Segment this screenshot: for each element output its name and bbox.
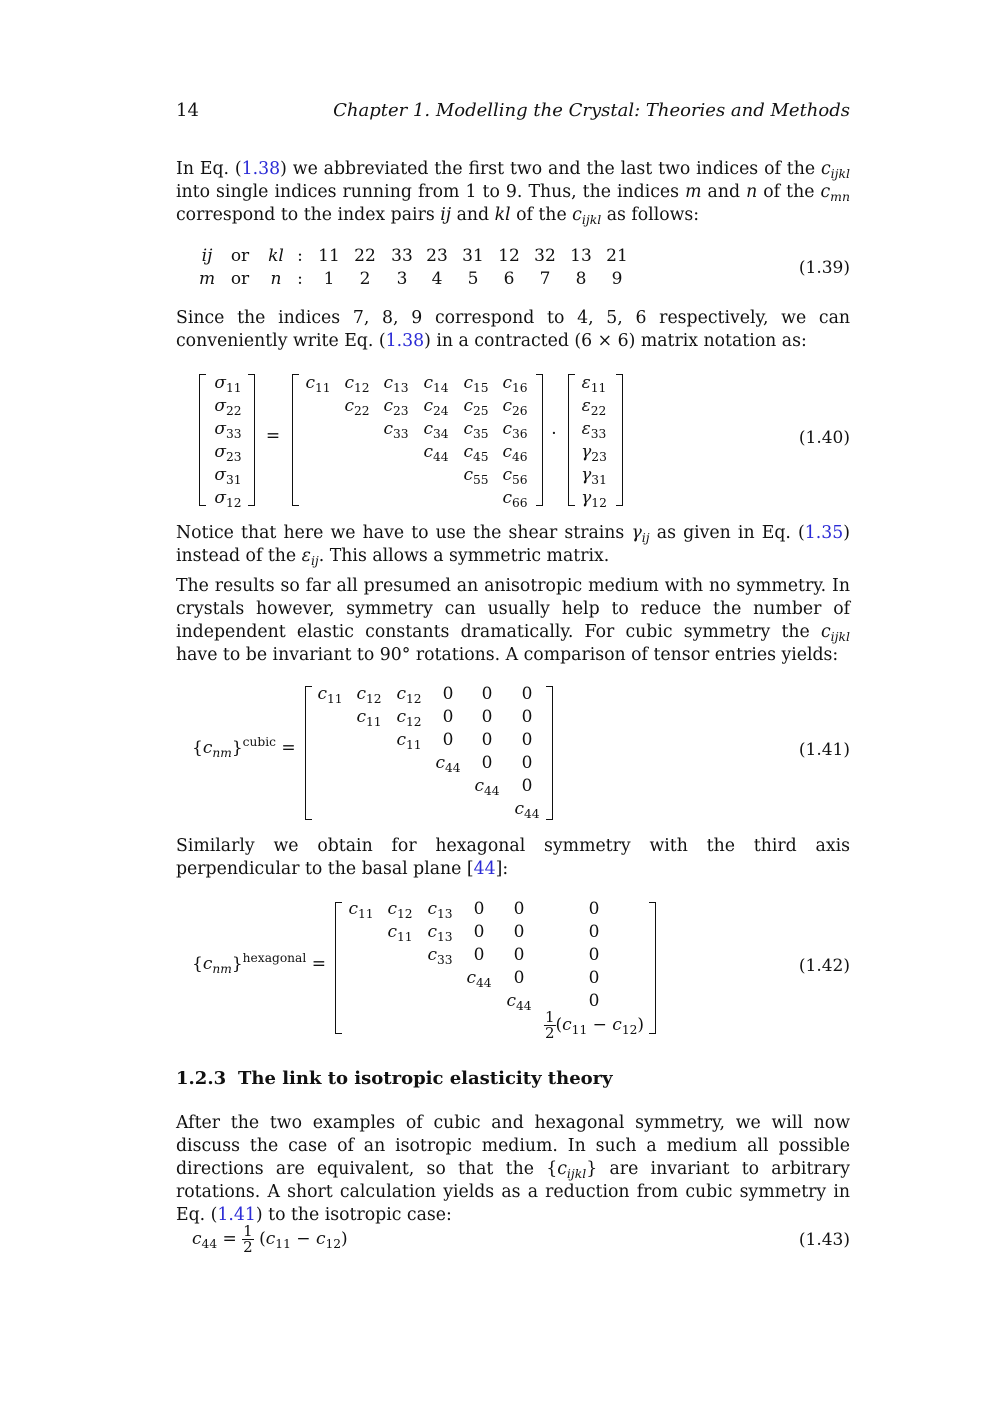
page-header (176, 100, 850, 124)
citation-44[interactable]: 44 (473, 859, 496, 879)
paragraph-index-abbreviation: In Eq. (1.38) we abbreviated the first two and the last two indices of the $c_{ijkl}$ into single indices running from 1 to 9. Thus, the indices m and n of the $c_{mn}$ correspond to the index pairs ij and kl of the $c_{ijkl}$ as follows: (176, 159, 850, 228)
eq-ref-1-38[interactable]: 1.38 (385, 331, 425, 351)
stiffness-entry: $c_{45}$ (463, 442, 489, 465)
strain-entry: $\gamma_{12}$ (581, 488, 607, 511)
cubic-matrix-entry: $c_{12}$ (396, 684, 422, 707)
cubic-matrix-entry: 0 (442, 684, 454, 704)
cubic-matrix-entry: $c_{11}$ (396, 730, 422, 753)
strain-entry: $\varepsilon_{33}$ (581, 419, 607, 442)
index-pair: 22 (354, 246, 376, 266)
stress-entry: $\sigma_{22}$ (214, 396, 242, 419)
paragraph-isotropic: After the two examples of cubic and hexagonal symmetry, we will now discuss the case of an isotropic medium. In such a medium all possible directions are equivalent, so that the $\{c_{ijkl}\}$ are invariant to arbitrary rotations. A short calculation yields as a reduction from cubic symmetry in Eq. (1.41) to the isotropic case: (176, 1113, 850, 1225)
stress-entry: $\sigma_{12}$ (214, 488, 242, 511)
stiffness-entry: $c_{26}$ (502, 396, 528, 419)
stress-entry: $\sigma_{31}$ (214, 465, 242, 488)
index-pair: ij (201, 246, 213, 266)
eq-ref-1-38[interactable]: 1.38 (241, 159, 281, 179)
hexagonal-matrix-entry: $c_{44}$ (506, 991, 532, 1014)
strain-entry: $\gamma_{23}$ (581, 442, 607, 465)
cubic-matrix-entry: 0 (442, 707, 454, 727)
stiffness-entry: $c_{16}$ (502, 373, 528, 396)
hexagonal-matrix-entry: 0 (588, 899, 600, 919)
index-pair: 13 (570, 246, 592, 266)
hexagonal-matrix-entry: 0 (588, 945, 600, 965)
stiffness-entry: $c_{55}$ (463, 465, 489, 488)
hexagonal-matrix-entry: 0 (473, 922, 485, 942)
equation-number: (1.42) (798, 956, 850, 976)
stiffness-entry: $c_{14}$ (423, 373, 449, 396)
paragraph-hexagonal: Similarly we obtain for hexagonal symmetry with the third axis perpendicular to the basal plane [44]: (176, 836, 850, 879)
hexagonal-matrix-entry: 0 (513, 945, 525, 965)
cubic-matrix-entry: $c_{44}$ (514, 799, 540, 822)
stiffness-entry: $c_{25}$ (463, 396, 489, 419)
page-number: 14 (176, 100, 199, 121)
single-index: 7 (539, 269, 551, 289)
stress-entry: $\sigma_{33}$ (214, 419, 242, 442)
index-pair: kl (268, 246, 284, 266)
cubic-matrix-entry: 0 (521, 707, 533, 727)
section-heading (176, 1068, 613, 1089)
eq-ref-1-35[interactable]: 1.35 (804, 523, 844, 543)
hexagonal-matrix-entry: $c_{13}$ (427, 922, 453, 945)
single-index: : (297, 269, 303, 289)
hexagonal-matrix-entry: 0 (513, 922, 525, 942)
stiffness-entry: $c_{13}$ (383, 373, 409, 396)
index-pair: 32 (534, 246, 556, 266)
cubic-matrix-entry: 0 (442, 730, 454, 750)
stiffness-entry: $c_{24}$ (423, 396, 449, 419)
isotropic-relation: $c_{44}$ = $\frac{1}{2}$ $(c_{11} - c_{12})$ (192, 1222, 348, 1256)
index-pair: 11 (318, 246, 340, 266)
cubic-matrix-entry: $c_{12}$ (356, 684, 382, 707)
hexagonal-lhs: $\{c_{nm}\}^{hexagonal}$ = (192, 951, 326, 977)
index-pair: 33 (391, 246, 413, 266)
strain-entry: $\gamma_{31}$ (581, 465, 607, 488)
hexagonal-matrix-entry: 0 (473, 899, 485, 919)
section-number: 1.2.3 (176, 1068, 227, 1089)
section-title: The link to isotropic elasticity theory (238, 1068, 613, 1089)
equation-number: (1.40) (798, 428, 850, 448)
cubic-matrix-entry: 0 (481, 707, 493, 727)
index-pair: 12 (498, 246, 520, 266)
right-bracket (536, 374, 543, 506)
single-index: 6 (503, 269, 515, 289)
stiffness-entry: $c_{15}$ (463, 373, 489, 396)
right-bracket (546, 686, 553, 820)
single-index: 3 (396, 269, 408, 289)
hexagonal-matrix-entry: 0 (513, 968, 525, 988)
hexagonal-matrix-entry: $c_{12}$ (387, 899, 413, 922)
hexagonal-matrix-entry: 0 (588, 922, 600, 942)
right-bracket (248, 374, 255, 506)
eq-ref-1-41[interactable]: 1.41 (217, 1205, 256, 1225)
single-index: 1 (323, 269, 335, 289)
single-index: 4 (431, 269, 443, 289)
equation-number: (1.41) (798, 740, 850, 760)
hexagonal-matrix-entry: $c_{33}$ (427, 945, 453, 968)
hexagonal-matrix-entry: 0 (513, 899, 525, 919)
cubic-lhs: $\{c_{nm}\}^{cubic}$ = (192, 735, 296, 761)
cubic-matrix-entry: 0 (521, 684, 533, 704)
stiffness-entry: $c_{46}$ (502, 442, 528, 465)
left-bracket (305, 686, 312, 820)
stiffness-entry: $c_{33}$ (383, 419, 409, 442)
equation-number: (1.39) (798, 258, 850, 278)
index-pair: 23 (426, 246, 448, 266)
paragraph-symmetry: The results so far all presumed an anisotropic medium with no symmetry. In crystals however, symmetry can usually help to reduce the number of independent elastic constants dramatically. For cubic symmetry the $c_{ijkl}$ have to be invariant to 90° rotations. A comparison of tensor entries yields: (176, 576, 850, 665)
cubic-matrix-entry: $c_{12}$ (396, 707, 422, 730)
hexagonal-matrix-entry: 0 (588, 991, 600, 1011)
left-bracket (199, 374, 206, 506)
hexagonal-matrix-entry: $c_{44}$ (466, 968, 492, 991)
right-bracket (649, 902, 656, 1034)
stiffness-entry: $c_{11}$ (305, 373, 331, 396)
stiffness-entry: $c_{66}$ (502, 488, 528, 511)
single-index: 5 (467, 269, 479, 289)
cubic-matrix-entry: 0 (481, 730, 493, 750)
single-index: 8 (575, 269, 587, 289)
chapter-title: Chapter 1. Modelling the Crystal: Theories and Methods (333, 100, 850, 121)
single-index: 2 (359, 269, 371, 289)
hexagonal-matrix-entry: 0 (473, 945, 485, 965)
cubic-matrix-entry: 0 (481, 753, 493, 773)
single-index: m (198, 269, 216, 289)
index-pair: or (230, 246, 250, 266)
cubic-matrix-entry: $c_{11}$ (317, 684, 343, 707)
dot-operator: · (551, 424, 557, 444)
cubic-matrix-entry: 0 (521, 730, 533, 750)
strain-entry: $\varepsilon_{11}$ (581, 373, 607, 396)
single-index: 9 (611, 269, 623, 289)
cubic-matrix-entry: $c_{44}$ (474, 776, 500, 799)
stiffness-entry: $c_{22}$ (344, 396, 370, 419)
stiffness-entry: $c_{34}$ (423, 419, 449, 442)
index-pair: : (297, 246, 303, 266)
stiffness-entry: $c_{36}$ (502, 419, 528, 442)
hexagonal-matrix-entry: $c_{11}$ (387, 922, 413, 945)
left-bracket (335, 902, 342, 1034)
single-index: n (270, 269, 282, 289)
hexagonal-matrix-entry: $c_{13}$ (427, 899, 453, 922)
hexagonal-matrix-entry: 0 (588, 968, 600, 988)
equation-number: (1.43) (798, 1230, 850, 1250)
index-pair: 31 (462, 246, 484, 266)
stress-entry: $\sigma_{11}$ (214, 373, 242, 396)
cubic-matrix-entry: $c_{11}$ (356, 707, 382, 730)
hexagonal-matrix-entry: $\frac{1}{2}$ $(c_{11} - c_{12})$ (544, 1008, 645, 1042)
stiffness-entry: $c_{23}$ (383, 396, 409, 419)
stiffness-entry: $c_{56}$ (502, 465, 528, 488)
strain-entry: $\varepsilon_{22}$ (581, 396, 607, 419)
left-bracket (568, 374, 575, 506)
paragraph-contracted-notation: Since the indices 7, 8, 9 correspond to 4, 5, 6 respectively, we can conveniently write Eq. (1.38) in a contracted (6 × 6) matrix notation as: (176, 308, 850, 351)
paragraph-shear-strains: Notice that here we have to use the shear strains $\gamma_{ij}$ as given in Eq. (1.35) instead of the $\varepsilon_{ij}$. This allows a symmetric matrix. (176, 523, 850, 569)
stiffness-entry: $c_{35}$ (463, 419, 489, 442)
cubic-matrix-entry: 0 (521, 753, 533, 773)
single-index: or (230, 269, 250, 289)
cubic-matrix-entry: $c_{44}$ (435, 753, 461, 776)
stiffness-entry: $c_{12}$ (344, 373, 370, 396)
cubic-matrix-entry: 0 (481, 684, 493, 704)
hexagonal-matrix-entry: $c_{11}$ (348, 899, 374, 922)
index-pair: 21 (606, 246, 628, 266)
stress-entry: $\sigma_{23}$ (214, 442, 242, 465)
stiffness-entry: $c_{44}$ (423, 442, 449, 465)
equals-sign: = (265, 426, 281, 446)
right-bracket (616, 374, 623, 506)
cubic-matrix-entry: 0 (521, 776, 533, 796)
left-bracket (292, 374, 299, 506)
